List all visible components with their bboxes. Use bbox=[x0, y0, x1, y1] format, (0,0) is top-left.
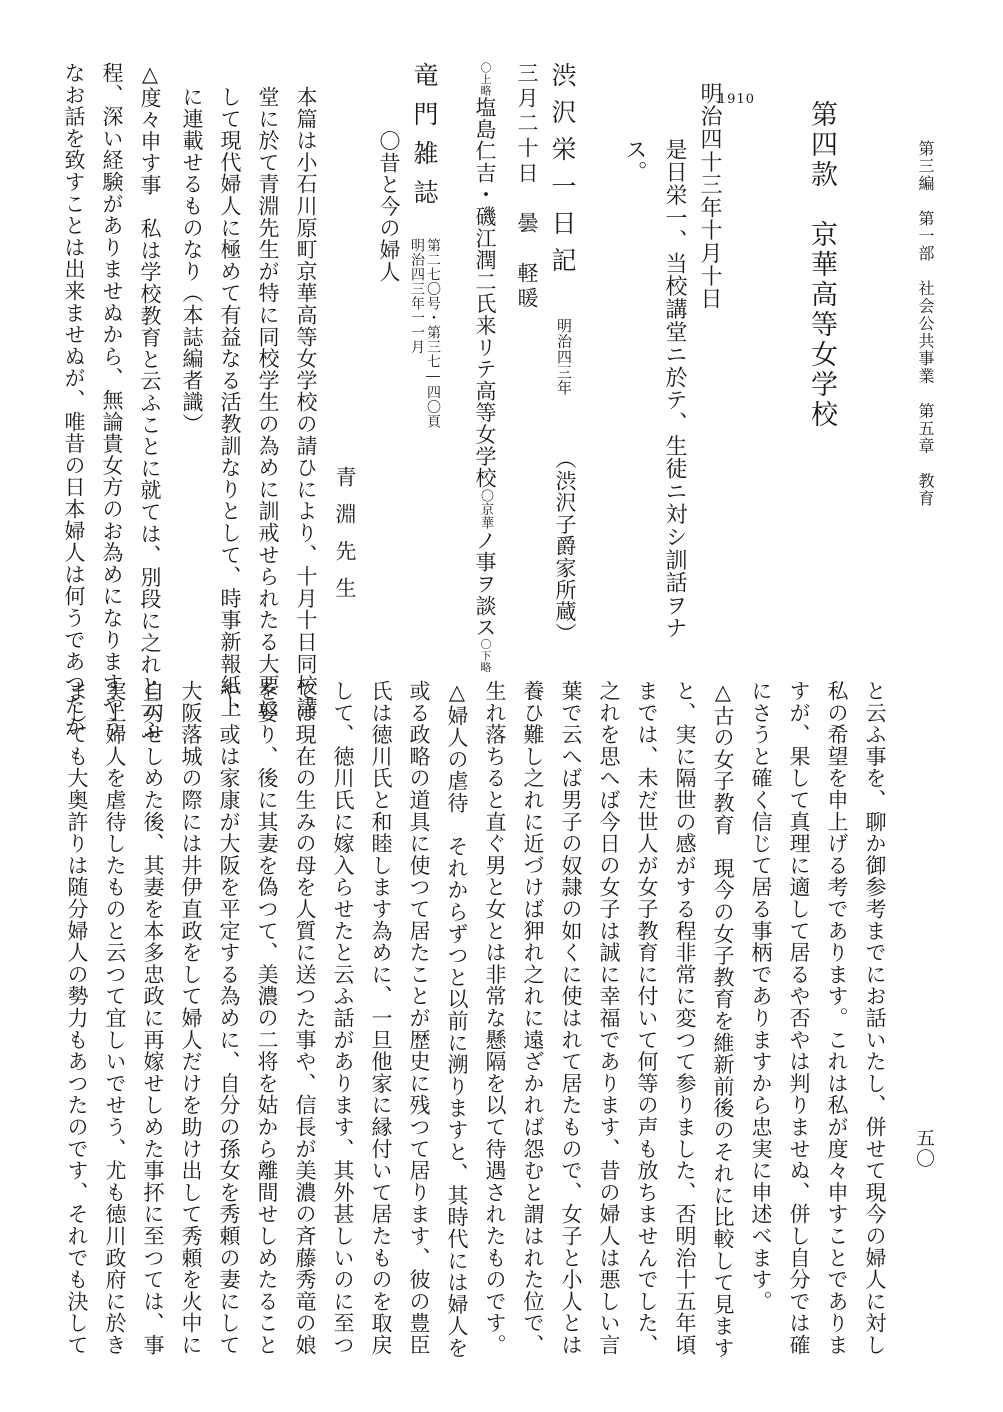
body-line: 自刃せしめた後、其妻を本多忠政に再嫁せしめた事抔に至つては、事 bbox=[141, 680, 165, 1356]
year-note: 1910 bbox=[717, 92, 755, 107]
magazine-title: 竜門雑誌 bbox=[410, 62, 439, 218]
article-author: 青淵先生 bbox=[333, 466, 357, 614]
diary-year: 明治四三年 bbox=[555, 318, 573, 396]
body-line: △古の女子教育 現今の女子教育を維新前後のそれに比較して見ます bbox=[711, 680, 735, 1359]
diary-note-end: ノ事ヲ談ス bbox=[473, 529, 497, 639]
body-line: 大阪落城の際には井伊直政をして婦人だけを助け出して秀頼を火中に bbox=[179, 680, 203, 1356]
body-line: 之れを思へば今日の女子は誠に幸福であります、昔の婦人は悪しい言 bbox=[597, 680, 621, 1356]
body-line: ましても大奥許りは随分婦人の勢力もあつたのです、それでも決して bbox=[65, 680, 89, 1356]
diary-note-suffix: 〇下略 bbox=[479, 638, 492, 673]
magazine-ref-line2: 明治四三年一一月 bbox=[409, 238, 425, 354]
body-line: と云ふ事を、聊か御参考までにお話いたし、併せて現今の婦人に対し bbox=[863, 680, 887, 1356]
entry-summary-line2: ス。 bbox=[622, 138, 647, 184]
body-line: や、或は家康が大阪を平定する為めに、自分の孫女を秀頼の妻にして bbox=[217, 680, 241, 1356]
body-line: 或る政略の道具に使つて居たことが歴史に残つて居ります、彼の豊臣 bbox=[407, 680, 431, 1356]
article-title: 〇昔と今の婦人 bbox=[377, 130, 401, 283]
body-line: なお話を致すことは出来ませぬが、唯昔の日本婦人は何うであつたか bbox=[62, 62, 86, 738]
body-line: すが、果して真理に適して居るや否やは判りませぬ、併し自分では確 bbox=[787, 680, 811, 1356]
body-line: までは、未だ世人が女子教育に付いて何等の声も放ちませんでした、 bbox=[635, 680, 659, 1356]
running-head: 第三編 第一部 社会公共事業 第五章 教育 bbox=[916, 140, 935, 508]
body-line: △婦人の虐待 それからずつと以前に溯りますと、其時代には婦人を bbox=[445, 680, 469, 1359]
page-number: 五〇 bbox=[913, 1128, 935, 1169]
source-attribution: （渋沢子爵家所蔵） bbox=[553, 448, 577, 645]
body-line: △度々申す事 私は学校教育と云ふことに就ては、別段に之れと云ふ bbox=[138, 62, 162, 741]
entry-summary-line1: 是日栄一、当校講堂ニ於テ、生徒ニ対シ訓話ヲナ bbox=[662, 138, 687, 640]
diary-note-body: 塩島仁吉・磯江潤二氏来リテ高等女学校 bbox=[473, 96, 497, 489]
body-line: 私の希望を申上げる考であります。これは私が度々申すことでありま bbox=[825, 680, 849, 1356]
diary-note-prefix: 〇上略 bbox=[479, 62, 492, 97]
body-line: 生れ落ちると直ぐ男と女とは非常な懸隔を以て待遇されたものです。 bbox=[483, 680, 507, 1356]
body-line: にさうと確く信じて居る事柄でありますから忠実に申述べます。 bbox=[749, 680, 773, 1313]
editor-note-line: に連載せるものなり（本誌編者識） bbox=[180, 86, 204, 435]
body-line: ては現在の生みの母を人質に送つた事や、信長が美濃の斉藤秀竜の娘 bbox=[293, 680, 317, 1356]
editor-note-line: して現代婦人に極めて有益なる活教訓なりとして、時事新報紙上 bbox=[218, 86, 242, 719]
magazine-reference bbox=[409, 238, 441, 429]
body-line: 葉で云へば男子の奴隷の如くに使はれて居たもので、女子と小人とは bbox=[559, 680, 583, 1356]
editor-note-line: 堂に於て青淵先生が特に同校学生の為めに訓戒せられたる大要に bbox=[256, 86, 280, 719]
body-line: と、実に隔世の感がする程非常に変つて参りました、否明治十五年頃 bbox=[673, 680, 697, 1356]
body-line: 実上婦人を虐待したものと云つて宜しいでせう、尤も徳川政府に於き bbox=[103, 680, 127, 1356]
editor-note-line: 本篇は小石川原町京華高等女学校の請ひにより、十月十日同校講 bbox=[294, 86, 318, 719]
diary-note bbox=[474, 62, 495, 673]
body-line: 養ひ難し之れに近づけば狎れ之れに遠ざかれば怨むと謂はれた位で、 bbox=[521, 680, 545, 1356]
diary-note-marker: 〇京華 bbox=[478, 488, 493, 530]
entry-date: 明治四十三年十月十日 bbox=[697, 82, 722, 310]
body-line: して、徳川氏に嫁入らせたと云ふ話があります、其外甚しいのに至つ bbox=[331, 680, 355, 1356]
body-line: 程、深い経験がありませぬから、無論貴女方のお為めになりますやう bbox=[100, 62, 124, 738]
body-line: 氏は徳川氏と和睦します為めに、一旦他家に縁付いて居たものを取戻 bbox=[369, 680, 393, 1356]
diary-date-line: 三月二十日 曇 軽暖 bbox=[515, 62, 539, 312]
section-title: 第四款 京華高等女学校 bbox=[806, 100, 837, 430]
body-line: を娶り、後に其妻を偽つて、美濃の二将を姑から離間せしめたること bbox=[255, 680, 279, 1356]
diary-title: 渋沢栄一日記 bbox=[548, 62, 577, 284]
magazine-ref-line1: 第二七〇号・第三七―四〇頁 bbox=[425, 238, 441, 429]
